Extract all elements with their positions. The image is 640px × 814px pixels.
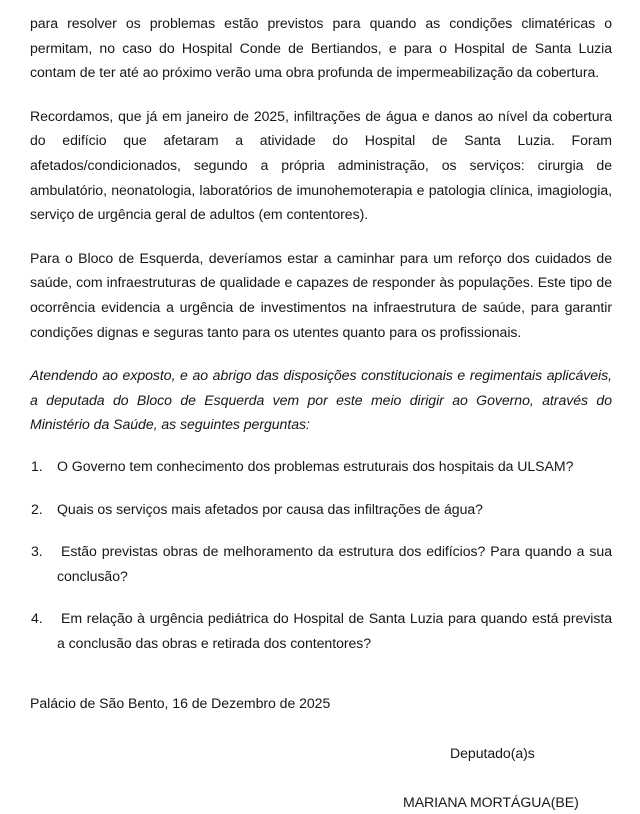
- question-item-2: [30, 497, 612, 522]
- signature-name: MARIANA MORTÁGUA(BE): [403, 793, 579, 810]
- paragraph-atendendo-ao-exposto: Atendendo ao exposto, e ao abrigo das disposições constitucionais e regimentais aplicáveis, a deputada do Bloco de Esquerda vem por este meio dirigir ao Governo, através do Ministério da Saúde, as seguintes perguntas:: [30, 367, 612, 433]
- place-and-date: Palácio de São Bento, 16 de Dezembro de 2025: [30, 695, 331, 712]
- question-item-4: [30, 606, 612, 655]
- paragraph-continuation: para resolver os problemas estão previstos para quando as condições climatéricas o permitam, no caso do Hospital Conde de Bertiandos, e para o Hospital de Santa Luzia contam de ter até ao próximo verão uma obra profunda de impermeabilização da cobertura.: [30, 15, 612, 81]
- question-text-2: Quais os serviços mais afetados por causa das infiltrações de água?: [57, 500, 483, 517]
- question-number-3: 3.: [31, 543, 43, 560]
- question-text-4: Em relação à urgência pediátrica do Hospital de Santa Luzia para quando está prevista a conclusão das obras e retirada dos contentores?: [57, 610, 612, 651]
- question-number-4: 4.: [31, 610, 43, 627]
- paragraph-bloco-esquerda: Para o Bloco de Esquerda, deveríamos estar a caminhar para um reforço dos cuidados de saúde, com infraestruturas de qualidade e capazes de responder às populações. Este tipo de ocorrência evidencia a urgência de investimentos na infraestrutura de saúde, para garantir condições dignas e seguras tanto para os utentes quanto para os profissionais.: [30, 249, 612, 340]
- question-item-3: [30, 539, 612, 588]
- paragraph-recordamos: Recordamos, que já em janeiro de 2025, infiltrações de água e danos ao nível da cobertura do edifício que afetaram a atividade do Hospital de Santa Luzia. Foram afetados/condicionados, segundo a própria administração, os serviços: cirurgia de ambulatório, neonatologia, laboratórios de imunohemoterapia e patologia clínica, imagiologia, serviço de urgência geral de adultos (em contentores).: [30, 107, 612, 223]
- signature-role-label: Deputado(a)s: [450, 745, 535, 762]
- question-text-1: O Governo tem conhecimento dos problemas estruturais dos hospitais da ULSAM?: [57, 457, 574, 474]
- question-text-3: Estão previstas obras de melhoramento da estrutura dos edifícios? Para quando a sua conclusão?: [57, 543, 612, 584]
- signature-block: [30, 741, 612, 814]
- question-item-1: [30, 454, 612, 479]
- questions-list: [30, 454, 612, 656]
- question-number-1: 1.: [31, 457, 43, 474]
- document-body: [30, 11, 612, 814]
- question-number-2: 2.: [31, 500, 43, 517]
- closing-block: [30, 691, 612, 814]
